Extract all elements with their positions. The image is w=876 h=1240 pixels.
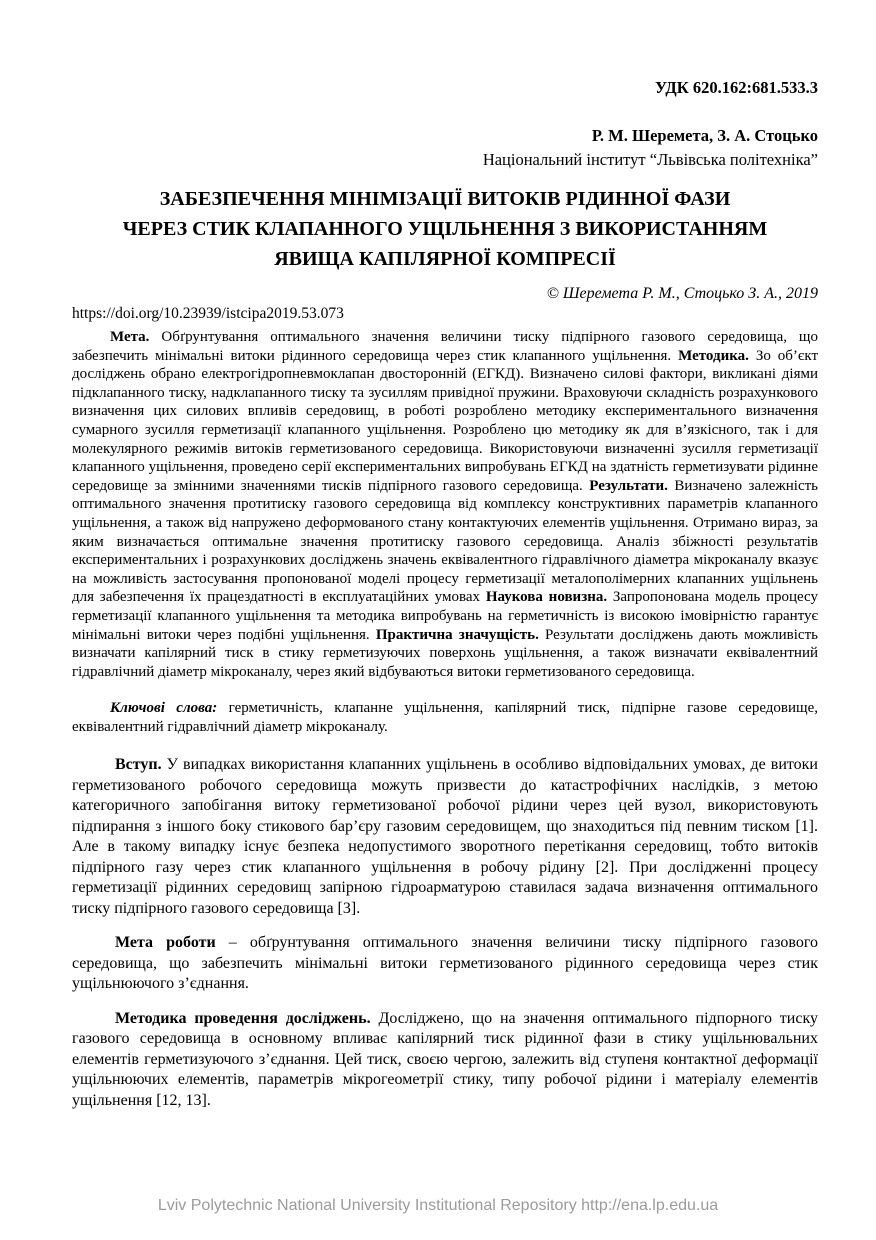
section-goal (72, 933, 818, 995)
section-goal-label: Мета роботи (115, 934, 216, 952)
abstract-label-method: Методика. (678, 347, 749, 364)
abstract-label-novelty: Наукова новизна. (485, 589, 608, 606)
section-methodology-text: Досліджено, що на значення оптимального підпорного тиску газового середовища в основному впливає капілярний тиск рідинної фази в стику ущільнювальних елементів герметизуючого з’єднання. Цей тиск, своєю чергою, залежить від ступеня контактної деформації ущільнюючих елементів, параметрів мікрогеометрії стику, типу робочої рідини і матеріалу елементів ущільнення [12, 13]. (72, 1009, 819, 1109)
paper-title (72, 184, 818, 274)
section-goal-text: – обґрунтування оптимального значення величини тиску підпірного газового середовища, що забезпечить мінімальні витоки герметизованого рідинного середовища через стик ущільнюючого з’єднання. (72, 934, 819, 993)
section-methodology-label: Методика проведення досліджень. (115, 1009, 371, 1027)
udc-code: УДК 620.162:681.533.3 (654, 78, 818, 97)
repository-footer-note: Lviv Polytechnic National University Institutional Repository http://ena.lp.edu.ua (157, 1197, 719, 1214)
section-intro-text: У випадках використання клапанних ущільнень в особливо відповідальних умовах, де витоки герметизованого робочого середовища можуть призвести до катастрофічних наслідків, з метою категоричного запобігання витоку герметизованої робочої рідини через цей вузол, використовують підпирання з іншого боку стикового бар’єру газовим середовищем, що знаходиться під певним тиском [1]. Але в такому випадку існує безпека недопустимого зворотного перетікання середовищ, тобто витоків підпірного газу через стик клапанного ущільнення в робочу рідину [2]. При дослідженні процесу герметизації рідинних середовищ запірною гідроарматурою ставилася задача визначення оптимального тиску підпірного газового середовища [3]. (72, 756, 818, 917)
affiliation-line: Національний інститут “Львівська політехніка” (482, 150, 818, 169)
section-methodology (72, 1009, 818, 1112)
keywords-text: герметичність, клапанне ущільнення, капілярний тиск, підпірне газове середовище, еквівалентний гідравлічний діаметр мікроканалу. (72, 700, 818, 735)
doi-line: https://doi.org/10.23939/istcipa2019.53.073 (72, 305, 344, 322)
abstract-text-results: Визначено залежність оптимального значення протитиску газового середовища від комплексу конструктивних параметрів клапанного ущільнення, а також від напружено деформованого стану контактуючих елементів ущільнення. Отримано вираз, за яким визначається оптимальне значення протитиску газового середовища. Аналіз збіжності результатів експериментальних і розрахункових досліджень значень еквівалентного гідравлічного діаметра мікроканалу вказує на можливість застосування пропонованої моделі процесу герметизації металополімерних клапанних ущільнень для забезпечення їх працездатності в експлуатаційних умовах (72, 477, 818, 606)
section-intro-label: Вступ. (115, 756, 162, 774)
abstract-label-meta: Мета. (110, 329, 150, 345)
section-intro (72, 755, 818, 919)
keywords-label: Ключові слова: (110, 700, 218, 717)
abstract-text-method: Зо об’єкт досліджень обрано електрогідропневмоклапан двосторонній (ЕГКД). Визначено силові фактори, викликані діями підклапанного тиску, надклапанного тиску та зусиллям привідної пружини. Враховуючи складність розрахункового визначення цих силових впливів середовищ, в роботі розроблено методику експериментального визначення сумарного зусилля герметизації клапанного ущільнення. Розроблено цю методику як для в’язкісного, так і для молекулярного режимів витоків герметизованого середовища. Використовуючи визначенні зусилля герметизації клапанного ущільнення, проведено серії експериментальних випробувань ЕГКД на здатність герметизувати рідинне середовище за змінними значеннями тисків підпірного газового середовища. (72, 347, 818, 494)
paper-title-line-3: ЯВИЩА КАПІЛЯРНОЇ КОМПРЕСІЇ (274, 248, 616, 270)
paper-title-line-2: ЧЕРЕЗ СТИК КЛАПАННОГО УЩІЛЬНЕННЯ З ВИКОРИСТАННЯМ (122, 218, 768, 240)
authors-line: Р. М. Шеремета, З. А. Стоцько (591, 126, 818, 145)
paper-title-line-1: ЗАБЕЗПЕЧЕННЯ МІНІМІЗАЦІЇ ВИТОКІВ РІДИННОЇ ФАЗИ (159, 188, 731, 210)
abstract-text-novelty: Запропонована модель процесу герметизації клапанного ущільнення та методика випробувань на герметичність із високою імовірністю гарантує мінімальні витоки через подібні ущільнення. (72, 589, 818, 643)
abstract-text-meta: Обґрунтування оптимального значення величини тиску підпірного газового середовища, що забезпечить мінімальні витоки рідинного середовища через стик клапанного ущільнення. (72, 329, 818, 364)
copyright-line: © Шеремета Р. М., Стоцько З. А., 2019 (546, 285, 818, 302)
keywords-paragraph (72, 699, 818, 736)
abstract-text-practical: Результати досліджень дають можливість визначати капілярний тиск в стику герметизуючих поверхонь ущільнення, а також визначати еквівалентний гідравлічний діаметр мікроканалу, через який відбуваються витоки герметизованого середовища. (72, 626, 818, 680)
abstract-label-practical: Практична значущість. (375, 626, 539, 643)
abstract-paragraph (72, 328, 818, 681)
abstract-label-results: Результати. (589, 477, 668, 494)
